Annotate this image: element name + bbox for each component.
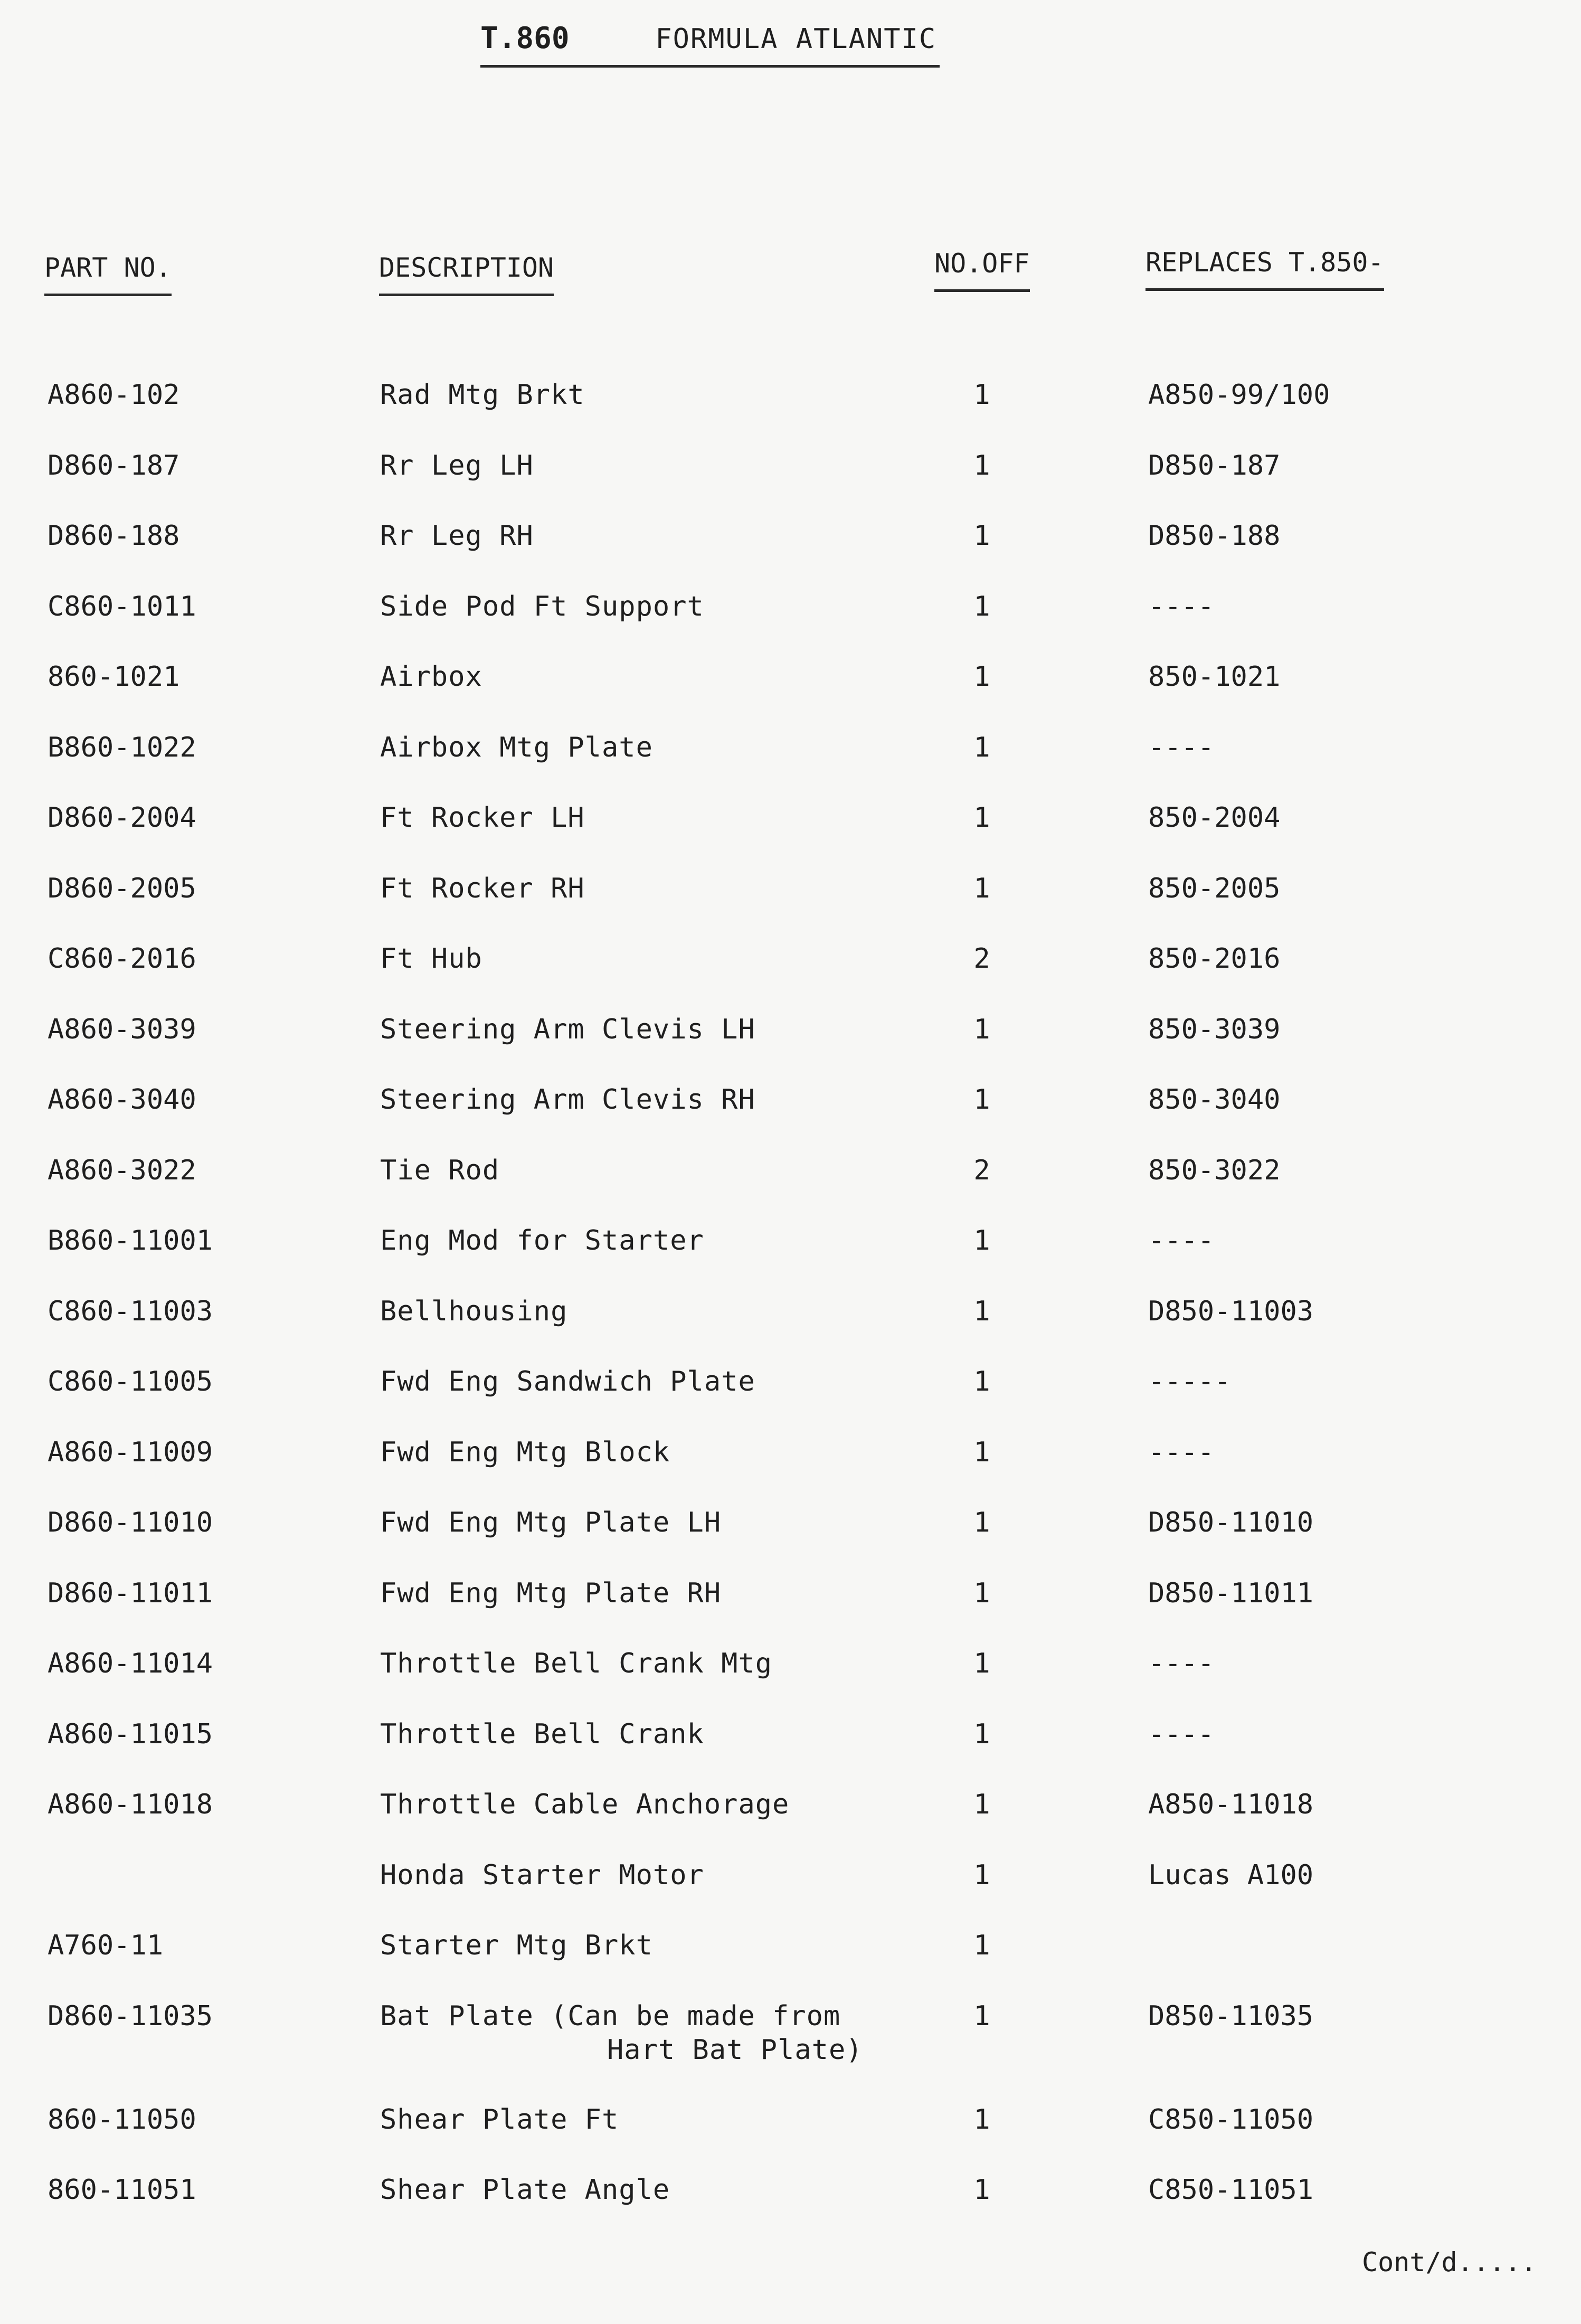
description-line: Ft Rocker LH <box>380 802 585 834</box>
part-description <box>380 872 607 905</box>
part-number: D860-188 <box>48 520 180 552</box>
replaces-part: ---- <box>1148 1225 1215 1257</box>
quantity: 1 <box>973 731 990 763</box>
part-number: C860-2016 <box>48 943 196 975</box>
table-row <box>0 1576 1581 1647</box>
description-line: Throttle Bell Crank <box>380 1718 704 1750</box>
header-part-no: PART NO. <box>44 252 172 296</box>
part-description <box>380 1083 755 1117</box>
part-description <box>380 1295 607 1328</box>
header-no-off: NO.OFF <box>934 248 1030 292</box>
table-row <box>0 378 1581 449</box>
quantity: 1 <box>973 379 990 411</box>
replaces-part: 850-1021 <box>1148 661 1281 693</box>
description-line: Rad Mtg Brkt <box>380 379 585 411</box>
replaces-part: 850-3040 <box>1148 1084 1281 1116</box>
part-description <box>380 1506 721 1539</box>
replaces-part: D850-11003 <box>1148 1295 1314 1327</box>
part-number: D860-187 <box>48 449 180 481</box>
quantity: 1 <box>973 1084 990 1116</box>
table-row <box>0 942 1581 1013</box>
part-description <box>380 1576 721 1610</box>
part-number: C860-1011 <box>48 590 196 622</box>
description-line: Fwd Eng Mtg Plate RH <box>380 1577 722 1609</box>
description-line: Shear Plate Angle <box>380 2174 670 2206</box>
description-line: Fwd Eng Mtg Plate LH <box>380 1507 722 1538</box>
part-number: 860-1021 <box>48 661 180 693</box>
table-row <box>0 1154 1581 1224</box>
part-number: 860-11051 <box>48 2174 196 2206</box>
table-row <box>0 801 1581 872</box>
description-line-2: Hart Bat Plate) <box>607 2034 863 2066</box>
replaces-part: ---- <box>1148 1436 1215 1468</box>
part-number: D860-11011 <box>48 1577 213 1609</box>
table-row <box>0 731 1581 801</box>
description-line: Steering Arm Clevis RH <box>380 1084 755 1116</box>
part-number: A860-11014 <box>48 1648 213 1679</box>
quantity: 2 <box>973 943 990 975</box>
quantity: 1 <box>973 1648 990 1679</box>
parts-table <box>0 378 1581 2250</box>
replaces-part: Lucas A100 <box>1148 1859 1314 1891</box>
quantity: 1 <box>973 1366 990 1397</box>
part-description <box>380 1858 704 1892</box>
replaces-part: ---- <box>1148 1718 1215 1750</box>
part-number: 860-11050 <box>48 2103 196 2136</box>
description-line: Rr Leg RH <box>380 520 534 552</box>
description-line: Tie Rod <box>380 1154 500 1186</box>
part-description <box>380 2173 670 2207</box>
description-line: Bellhousing <box>380 1295 568 1327</box>
part-number: A860-11015 <box>48 1718 213 1750</box>
part-description <box>380 1365 755 1399</box>
quantity: 1 <box>973 661 990 693</box>
table-row <box>0 1083 1581 1154</box>
header-description: DESCRIPTION <box>379 252 554 296</box>
part-description <box>380 378 607 412</box>
part-number: B860-11001 <box>48 1225 213 1257</box>
quantity: 1 <box>973 2000 990 2032</box>
replaces-part: A850-99/100 <box>1148 379 1330 411</box>
table-row <box>0 1365 1581 1435</box>
description-line: Shear Plate Ft <box>380 2103 619 2136</box>
part-description <box>380 1435 670 1469</box>
quantity: 1 <box>973 1013 990 1045</box>
description-line: Airbox <box>380 661 482 693</box>
part-number: A860-3040 <box>48 1084 196 1116</box>
table-row <box>0 660 1581 731</box>
description-line: Side Pod Ft Support <box>380 590 704 622</box>
table-row <box>0 1435 1581 1506</box>
replaces-part: D850-188 <box>1148 520 1281 552</box>
part-description <box>380 590 704 623</box>
model-name: FORMULA ATLANTIC <box>655 23 937 55</box>
part-number: A760-11 <box>48 1930 164 1961</box>
description-line: Airbox Mtg Plate <box>380 731 653 763</box>
quantity: 1 <box>973 1295 990 1327</box>
part-description <box>380 801 607 835</box>
part-description <box>380 731 653 764</box>
replaces-part: 850-3039 <box>1148 1013 1281 1045</box>
part-number: D860-2005 <box>48 872 196 904</box>
quantity: 1 <box>973 520 990 552</box>
quantity: 1 <box>973 1718 990 1750</box>
replaces-part: 850-3022 <box>1148 1154 1281 1186</box>
replaces-part: C850-11051 <box>1148 2174 1314 2206</box>
quantity: 2 <box>973 1154 990 1186</box>
part-number: A860-3022 <box>48 1154 196 1186</box>
part-description <box>380 1788 789 1821</box>
part-number: A860-3039 <box>48 1013 196 1045</box>
table-row <box>0 1717 1581 1788</box>
description-line: Bat Plate (Can be made from <box>380 2000 841 2032</box>
part-number: D860-11010 <box>48 1507 213 1538</box>
description-line: Throttle Bell Crank Mtg <box>380 1648 773 1679</box>
replaces-part: D850-187 <box>1148 449 1281 481</box>
description-line: Honda Starter Motor <box>380 1859 704 1891</box>
replaces-part: ----- <box>1148 1366 1231 1397</box>
part-number: B860-1022 <box>48 731 196 763</box>
replaces-part: 850-2005 <box>1148 872 1281 904</box>
part-number: D860-11035 <box>48 2000 213 2032</box>
replaces-part: ---- <box>1148 731 1215 763</box>
replaces-part: 850-2016 <box>1148 943 1281 975</box>
quantity: 1 <box>973 1507 990 1538</box>
continued-note: Cont/d..... <box>1362 2247 1537 2278</box>
replaces-part: C850-11050 <box>1148 2103 1314 2136</box>
replaces-part: D850-11010 <box>1148 1507 1314 1538</box>
part-description <box>380 1999 863 2067</box>
replaces-part: D850-11035 <box>1148 2000 1314 2032</box>
table-row <box>0 1929 1581 1999</box>
part-description <box>380 519 607 553</box>
table-row <box>0 449 1581 519</box>
page-title <box>480 21 940 68</box>
table-row <box>0 1295 1581 1365</box>
table-row <box>0 590 1581 660</box>
model-code: T.860 <box>480 21 570 55</box>
quantity: 1 <box>973 802 990 834</box>
table-row <box>0 1788 1581 1858</box>
table-row <box>0 1999 1581 2103</box>
description-line: Steering Arm Clevis LH <box>380 1013 755 1045</box>
part-number: A860-102 <box>48 379 180 411</box>
part-description <box>380 2103 619 2137</box>
header-replaces: REPLACES T.850- <box>1145 247 1384 291</box>
quantity: 1 <box>973 2174 990 2206</box>
table-row <box>0 1224 1581 1295</box>
part-number: A860-11009 <box>48 1436 213 1468</box>
table-row <box>0 1013 1581 1083</box>
replaces-part: ---- <box>1148 1648 1215 1679</box>
description-line: Ft Rocker RH <box>380 872 585 904</box>
part-number: C860-11003 <box>48 1295 213 1327</box>
part-description <box>380 1013 755 1046</box>
part-number: C860-11005 <box>48 1366 213 1397</box>
description-line: Throttle Cable Anchorage <box>380 1789 790 1820</box>
table-row <box>0 1858 1581 1929</box>
part-number: D860-2004 <box>48 802 196 834</box>
quantity: 1 <box>973 449 990 481</box>
part-description <box>380 1717 704 1751</box>
description-line: Eng Mod for Starter <box>380 1225 704 1257</box>
quantity: 1 <box>973 872 990 904</box>
part-description <box>380 449 607 483</box>
quantity: 1 <box>973 590 990 622</box>
quantity: 1 <box>973 1225 990 1257</box>
replaces-part: ---- <box>1148 590 1215 622</box>
table-row <box>0 2103 1581 2174</box>
part-description <box>380 942 607 976</box>
table-row <box>0 872 1581 942</box>
description-line: Fwd Eng Mtg Block <box>380 1436 670 1468</box>
part-description <box>380 660 607 694</box>
part-description <box>380 1647 772 1680</box>
quantity: 1 <box>973 1789 990 1820</box>
part-description <box>380 1224 704 1258</box>
description-line: Starter Mtg Brkt <box>380 1930 653 1961</box>
part-number: A860-11018 <box>48 1789 213 1820</box>
quantity: 1 <box>973 1859 990 1891</box>
part-description <box>380 1929 653 1962</box>
quantity: 1 <box>973 1930 990 1961</box>
replaces-part: 850-2004 <box>1148 802 1281 834</box>
description-line: Ft Hub <box>380 943 482 975</box>
description-line: Rr Leg LH <box>380 449 534 481</box>
description-line: Fwd Eng Sandwich Plate <box>380 1366 755 1397</box>
quantity: 1 <box>973 1436 990 1468</box>
table-row <box>0 1506 1581 1576</box>
replaces-part: A850-11018 <box>1148 1789 1314 1820</box>
table-row <box>0 1647 1581 1717</box>
table-row <box>0 2173 1581 2250</box>
table-row <box>0 519 1581 590</box>
part-description <box>380 1154 607 1187</box>
replaces-part: D850-11011 <box>1148 1577 1314 1609</box>
quantity: 1 <box>973 1577 990 1609</box>
quantity: 1 <box>973 2103 990 2136</box>
